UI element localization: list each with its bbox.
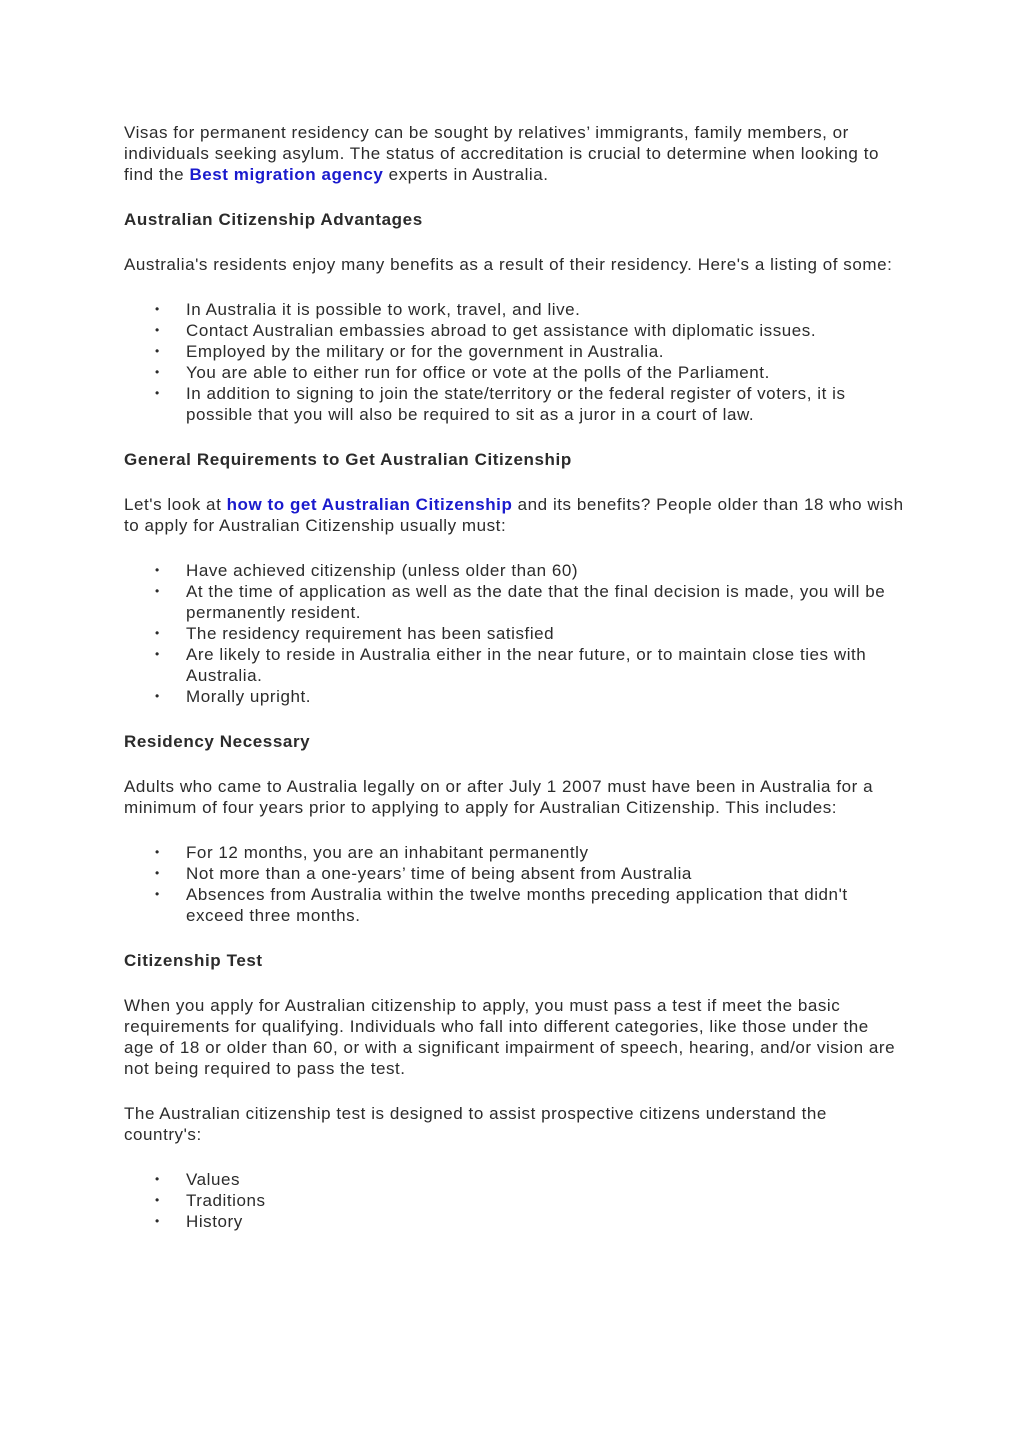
requirements-paragraph — [124, 494, 904, 536]
list-item-text: In addition to signing to join the state/territory or the federal register of voters, it is possible that you will also be required to sit as a juror in a court of law. — [186, 384, 846, 424]
list-item-text: The residency requirement has been satisfied — [186, 624, 555, 643]
residency-list — [124, 842, 904, 926]
test-heading: Citizenship Test — [124, 951, 263, 970]
best-migration-agency-link[interactable]: Best migration agency — [189, 165, 384, 184]
bullet-icon: • — [155, 845, 160, 859]
list-item — [124, 884, 904, 926]
list-item-text: Morally upright. — [186, 687, 312, 706]
bullet-icon: • — [155, 887, 160, 901]
residency-paragraph: Adults who came to Australia legally on or after July 1 2007 must have been in Australia for a minimum of four years prior to applying to apply for Australian Citizenship. This includes: — [124, 777, 874, 817]
test-paragraph-2: The Australian citizenship test is designed to assist prospective citizens understand the country's: — [124, 1104, 827, 1144]
list-item — [124, 320, 904, 341]
bullet-icon: • — [155, 584, 160, 598]
bullet-icon: • — [155, 365, 160, 379]
list-item — [124, 1211, 904, 1232]
list-item — [124, 362, 904, 383]
list-item-text: Contact Australian embassies abroad to get assistance with diplomatic issues. — [186, 321, 817, 340]
list-item — [124, 299, 904, 320]
list-item — [124, 341, 904, 362]
list-item-text: History — [186, 1212, 243, 1231]
list-item — [124, 863, 904, 884]
list-item — [124, 842, 904, 863]
bullet-icon: • — [155, 1193, 160, 1207]
list-item — [124, 644, 904, 686]
bullet-icon: • — [155, 344, 160, 358]
list-item-text: Have achieved citizenship (unless older than 60) — [186, 561, 579, 580]
bullet-icon: • — [155, 647, 160, 661]
list-item — [124, 1190, 904, 1211]
list-item-text: Employed by the military or for the government in Australia. — [186, 342, 665, 361]
requirements-list — [124, 560, 904, 707]
document-page — [124, 122, 904, 1232]
test-paragraph-1: When you apply for Australian citizenship to apply, you must pass a test if meet the basic requirements for qualifying. Individuals who fall into different categories, like those under the age of 18 or older than 60, or with a significant impairment of speech, hearing, and/or vision are not being required to pass the test. — [124, 996, 896, 1078]
bullet-icon: • — [155, 866, 160, 880]
advantages-heading: Australian Citizenship Advantages — [124, 210, 423, 229]
intro-text-start: Visas for permanent residency can be sought by relatives’ immigrants, family members, or individuals seeking asylum. The status of accreditation is crucial to determine when looking to find the — [124, 123, 879, 184]
test-list — [124, 1169, 904, 1232]
intro-text-end: experts in Australia. — [383, 165, 549, 184]
list-item-text: Absences from Australia within the twelve months preceding application that didn't exceed three months. — [186, 885, 848, 925]
bullet-icon: • — [155, 563, 160, 577]
list-item — [124, 581, 904, 623]
list-item-text: Values — [186, 1170, 241, 1189]
bullet-icon: • — [155, 689, 160, 703]
list-item-text: You are able to either run for office or vote at the polls of the Parliament. — [186, 363, 770, 382]
bullet-icon: • — [155, 1172, 160, 1186]
list-item — [124, 1169, 904, 1190]
intro-paragraph — [124, 122, 904, 185]
how-to-get-citizenship-link[interactable]: how to get Australian Citizenship — [226, 495, 513, 514]
list-item-text: Traditions — [186, 1191, 266, 1210]
advantages-paragraph: Australia's residents enjoy many benefits as a result of their residency. Here's a listing of some: — [124, 255, 893, 274]
requirements-text-start: Let's look at — [124, 495, 227, 514]
requirements-heading: General Requirements to Get Australian Citizenship — [124, 450, 572, 469]
advantages-list — [124, 299, 904, 425]
list-item-text: Not more than a one-years’ time of being absent from Australia — [186, 864, 692, 883]
bullet-icon: • — [155, 386, 160, 400]
list-item — [124, 383, 904, 425]
bullet-icon: • — [155, 1214, 160, 1228]
list-item — [124, 686, 904, 707]
list-item — [124, 623, 904, 644]
list-item-text: At the time of application as well as the date that the final decision is made, you will be permanently resident. — [186, 582, 886, 622]
residency-heading: Residency Necessary — [124, 732, 311, 751]
requirements-text-end: and its benefits? People older than 18 who wish to apply for Australian Citizenship usually must: — [124, 495, 904, 535]
list-item-text: In Australia it is possible to work, travel, and live. — [186, 300, 581, 319]
bullet-icon: • — [155, 323, 160, 337]
list-item-text: Are likely to reside in Australia either in the near future, or to maintain close ties with Australia. — [186, 645, 867, 685]
list-item — [124, 560, 904, 581]
bullet-icon: • — [155, 302, 160, 316]
bullet-icon: • — [155, 626, 160, 640]
list-item-text: For 12 months, you are an inhabitant permanently — [186, 843, 589, 862]
